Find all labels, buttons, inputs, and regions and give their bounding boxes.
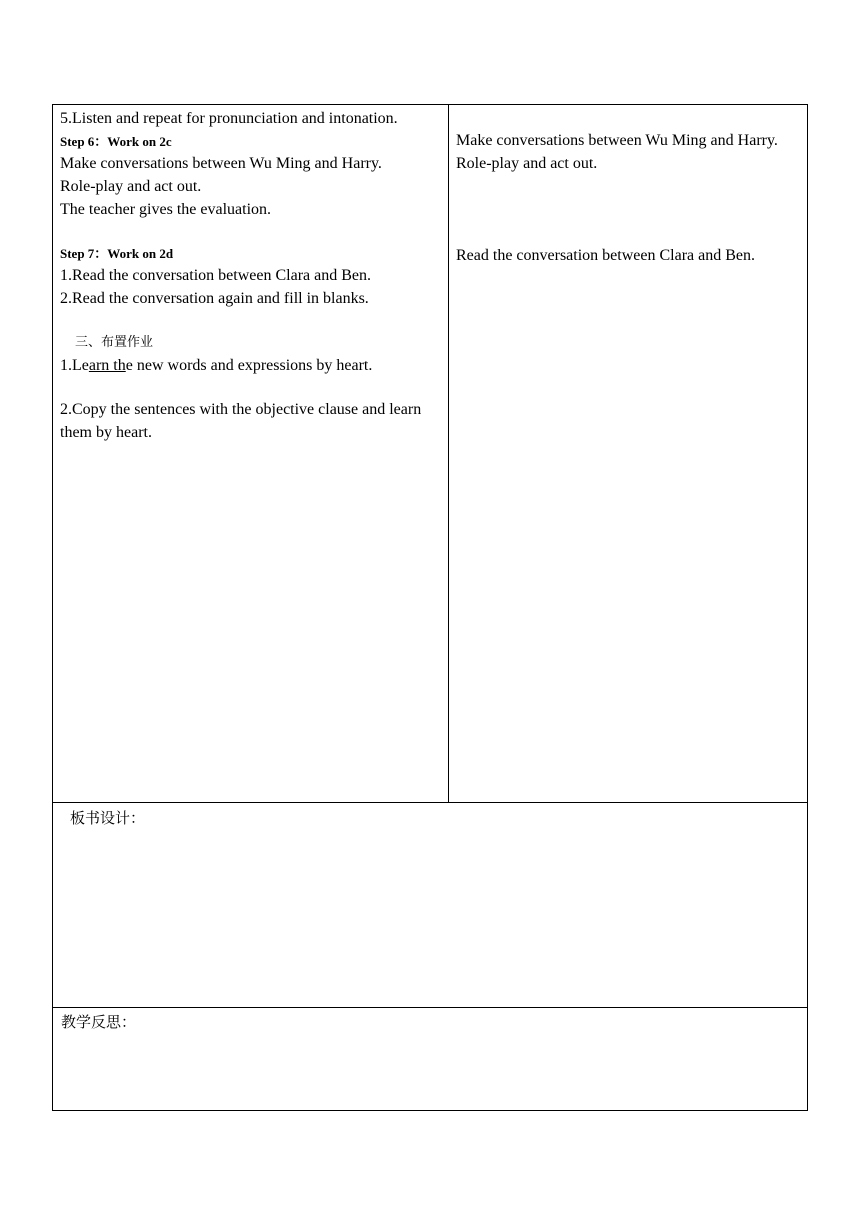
reflection-row [53,1008,808,1111]
reflection-label: 教学反思： [61,1013,137,1031]
reflection-cell [53,1008,808,1111]
read-conversation-text: 1.Read the conversation between Clara and Ben. [60,267,371,284]
board-design-row [53,803,808,1008]
board-design-label: 板书设计： [70,809,146,827]
listen-repeat-text: 5.Listen and repeat for pronunciation and intonation. [60,110,398,127]
homework-item-1: 1.Learn the new words and expressions by heart. [60,357,373,374]
evaluation-text: The teacher gives the evaluation. [60,201,272,218]
teacher-activity-cell [53,105,449,803]
role-play-text: Role-play and act out. [456,155,598,172]
read-conversation-text: Read the conversation between Clara and Ben. [456,247,755,264]
step7-heading: Step 7：Work on 2d [60,246,174,261]
procedure-row [53,105,808,803]
board-design-cell [53,803,808,1008]
make-conversations-text: Make conversations between Wu Ming and Harry. [456,132,778,149]
step6-heading: Step 6：Work on 2c [60,134,172,149]
fill-blanks-text: 2.Read the conversation again and fill in blanks. [60,290,369,307]
homework-heading: 三、布置作业 [75,335,154,350]
homework-item-2: 2.Copy the sentences with the objective clause and learn them by heart. [60,401,422,441]
lesson-plan-table [52,104,808,1111]
make-conversations-text: Make conversations between Wu Ming and Harry. [60,155,382,172]
student-activity-cell [449,105,808,803]
role-play-text: Role-play and act out. [60,178,202,195]
